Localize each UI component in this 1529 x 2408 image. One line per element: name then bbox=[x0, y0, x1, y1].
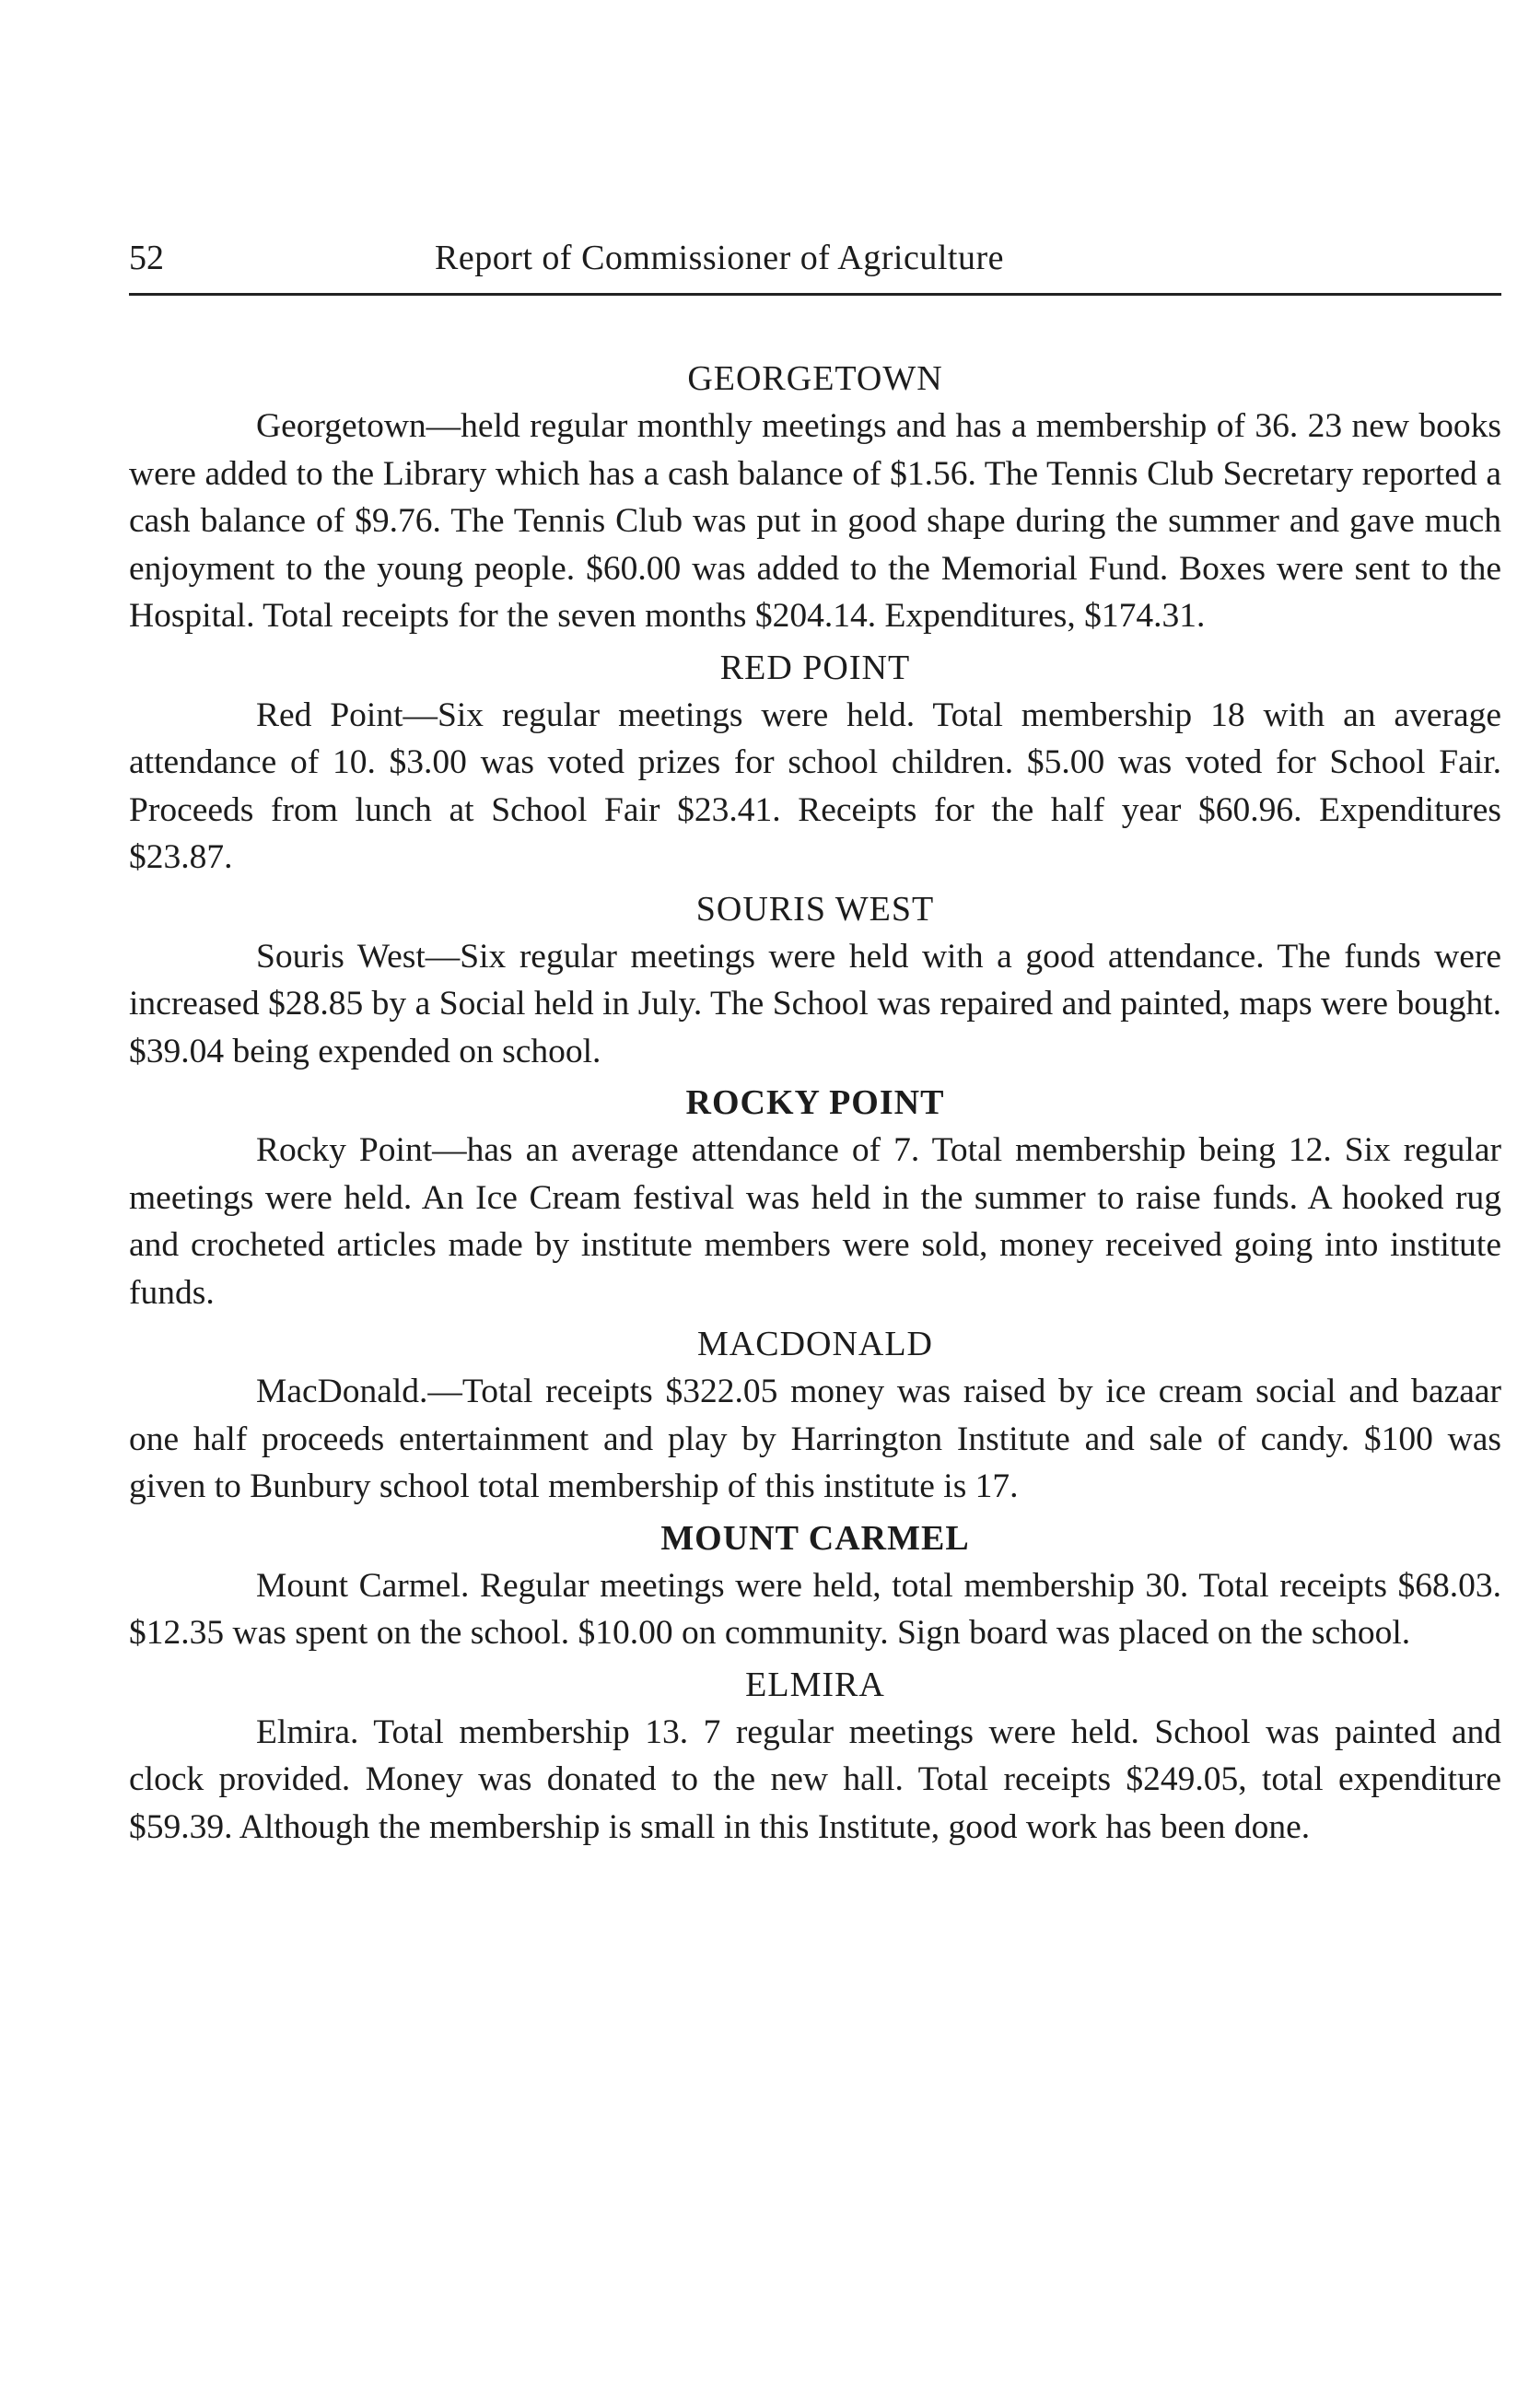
report-body bbox=[129, 355, 1501, 1851]
section-paragraph: Elmira. Total membership 13. 7 regular meetings were held. School was painted and clock provided. Money was donated to the new hall. Total receipts $249.05, total expenditure $59.39. Although the membership is small in this Institute, good work has been done. bbox=[129, 1712, 1501, 1846]
section-heading: MACDONALD bbox=[697, 1325, 933, 1363]
section-paragraph: Rocky Point—has an average attendance of 7. Total membership being 12. Six regular meetings were held. An Ice Cream festival was held in the summer to raise funds. A hooked rug and crocheted articles made by institute members were sold, money received going into institute funds. bbox=[129, 1131, 1501, 1312]
section-mount-carmel bbox=[129, 1514, 1501, 1657]
section-paragraph: MacDonald.—Total receipts $322.05 money was raised by ice cream social and bazaar one half proceeds entertainment and play by Harrington Institute and sale of candy. $100 was given to Bunbury school total membership of this institute is 17. bbox=[129, 1373, 1501, 1505]
section-heading: SOURIS WEST bbox=[695, 889, 935, 929]
header-rule bbox=[129, 293, 1501, 296]
section-heading: GEORGETOWN bbox=[687, 359, 943, 398]
running-title: Report of Commissioner of Agriculture bbox=[435, 239, 1004, 277]
section-heading: ELMIRA bbox=[745, 1665, 885, 1704]
page-number: 52 bbox=[129, 239, 164, 277]
section-macdonald bbox=[129, 1320, 1501, 1511]
section-souris-west bbox=[129, 885, 1501, 1076]
section-elmira bbox=[129, 1661, 1501, 1852]
section-georgetown bbox=[129, 355, 1501, 640]
section-paragraph: Red Point—Six regular meetings were held. Total membership 18 with an average attendance of 10. $3.00 was voted prizes for school children. $5.00 was voted for School Fair. Proceeds from lunch at School Fair $23.41. Receipts for the half year $60.96. Expenditures $23.87. bbox=[129, 696, 1501, 876]
section-paragraph: Mount Carmel. Regular meetings were held, total membership 30. Total receipts $68.03. $12.35 was spent on the school. $10.00 on community. Sign board was placed on the school. bbox=[129, 1566, 1501, 1652]
section-heading: MOUNT CARMEL bbox=[660, 1518, 970, 1558]
running-head bbox=[129, 238, 1501, 284]
section-paragraph: Georgetown—held regular monthly meetings and has a membership of 36. 23 new books were added to the Library which has a cash balance of $1.56. The Tennis Club Secretary reported a cash balance of $9.76. The Tennis Club was put in good shape during the summer and gave much enjoyment to the young people. $60.00 was added to the Memorial Fund. Boxes were sent to the Hospital. Total receipts for the seven months $204.14. Expenditures, $174.31. bbox=[129, 407, 1501, 635]
section-rocky-point bbox=[129, 1079, 1501, 1316]
section-red-point bbox=[129, 644, 1501, 882]
section-heading: RED POINT bbox=[719, 648, 911, 687]
section-paragraph: Souris West—Six regular meetings were held with a good attendance. The funds were increased $28.85 by a Social held in July. The School was repaired and painted, maps were bought. $39.04 being expended on school. bbox=[129, 937, 1501, 1070]
section-heading: ROCKY POINT bbox=[685, 1083, 945, 1122]
